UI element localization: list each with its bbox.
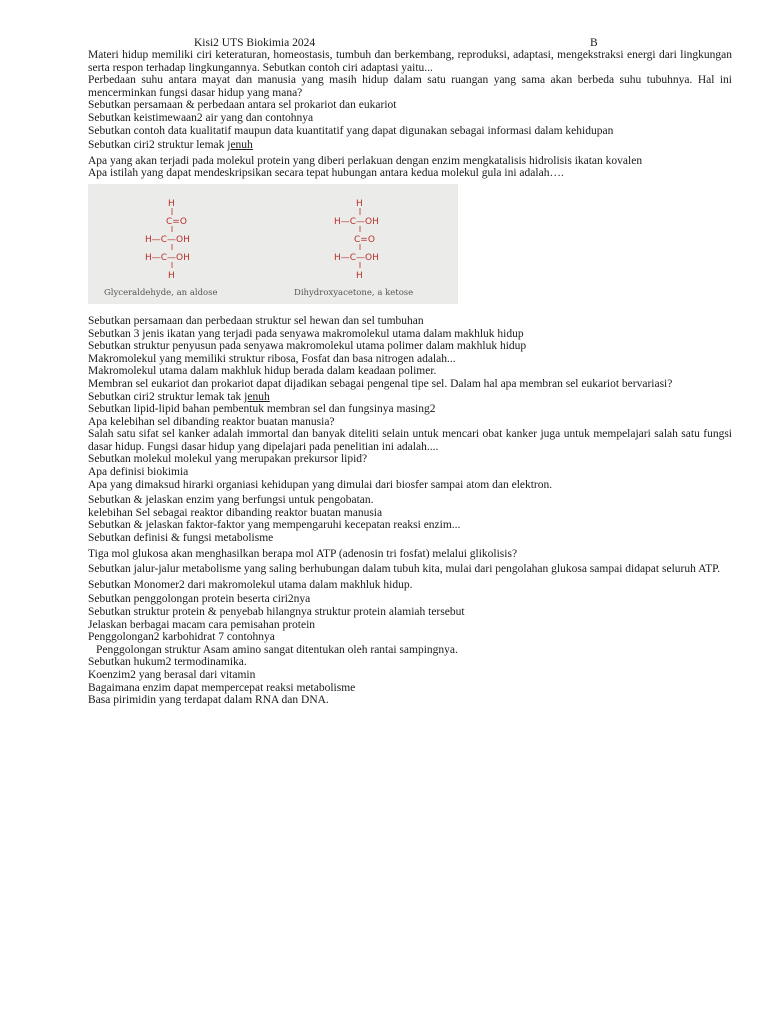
question-20: Apa definisi biokimia bbox=[88, 466, 189, 479]
question-21: Apa yang dimaksud hirarki organiasi kehidupan yang dimulai dari biosfer sampai atom dan elektron. bbox=[88, 478, 553, 491]
question-15-underlined: jenuh bbox=[244, 390, 270, 403]
question-14: Membran sel eukariot dan prokariot dapat dijadikan sebagai pengenal tipe sel. Dalam hal apa membran sel eukariot bervariasi? bbox=[88, 377, 673, 390]
question-6-underlined: jenuh bbox=[227, 139, 253, 152]
question-22: Sebutkan & jelaskan enzim yang berfungsi untuk pengobatan. bbox=[88, 494, 374, 507]
ketose-row-5: H bbox=[356, 270, 363, 281]
question-16: Sebutkan lipid-lipid bahan pembentuk membran sel dan fungsinya masing2 bbox=[88, 403, 436, 416]
question-8: Apa istilah yang dapat mendeskripsikan secara tepat hubungan antara kedua molekul gula ini adalah…. bbox=[88, 167, 564, 180]
dihydroxyacetone-structure bbox=[294, 199, 413, 298]
aldose-row-3: H—C—OH bbox=[145, 234, 190, 245]
question-6 bbox=[88, 139, 732, 152]
question-29: Sebutkan penggolongan protein beserta ciri2nya bbox=[88, 593, 311, 606]
question-34: Sebutkan hukum2 termodinamika. bbox=[88, 656, 247, 669]
ketose-row-4: H—C—OH bbox=[334, 252, 379, 263]
document-header bbox=[88, 36, 732, 50]
aldose-caption: Glyceraldehyde, an aldose bbox=[104, 287, 218, 298]
question-9: Sebutkan persamaan dan perbedaan struktur sel hewan dan sel tumbuhan bbox=[88, 314, 424, 327]
question-13: Makromolekul utama dalam makhluk hidup berada dalam keadaan polimer. bbox=[88, 365, 437, 378]
question-25: Sebutkan definisi & fungsi metabolisme bbox=[88, 532, 274, 545]
question-3: Sebutkan persamaan & perbedaan antara sel prokariot dan eukariot bbox=[88, 99, 397, 112]
question-2: Perbedaan suhu antara mayat dan manusia yang masih hidup dalam satu ruangan yang sama akan berbeda suhu tubuhnya. Hal ini mencerminkan fungsi dasar hidup yang mana? bbox=[88, 74, 732, 99]
question-19: Sebutkan molekul molekul yang merupakan prekursor lipid? bbox=[88, 453, 368, 466]
ketose-row-1: H bbox=[356, 198, 363, 209]
question-6-text: Sebutkan ciri2 struktur lemak bbox=[88, 139, 228, 152]
question-10: Sebutkan 3 jenis ikatan yang terjadi pada senyawa makromolekul utama dalam makhluk hidup bbox=[88, 327, 524, 340]
question-17: Apa kelebihan sel dibanding reaktor buatan manusia? bbox=[88, 415, 335, 428]
question-23: kelebihan Sel sebagai reaktor dibanding reaktor buatan manusia bbox=[88, 506, 383, 519]
ketose-caption: Dihydroxyacetone, a ketose bbox=[294, 287, 414, 298]
question-32: Penggolongan2 karbohidrat 7 contohnya bbox=[88, 631, 275, 644]
question-33: Penggolongan struktur Asam amino sangat ditentukan oleh rantai sampingnya. bbox=[96, 643, 458, 656]
question-37: Basa pirimidin yang terdapat dalam RNA dan DNA. bbox=[88, 694, 329, 707]
question-15 bbox=[88, 391, 732, 404]
question-4: Sebutkan keistimewaan2 air yang dan contohnya bbox=[88, 111, 314, 124]
question-11: Sebutkan struktur penyusun pada senyawa makromolekul utama polimer dalam makhluk hidup bbox=[88, 340, 527, 353]
ketose-row-2: H—C—OH bbox=[334, 216, 379, 227]
question-7: Apa yang akan terjadi pada molekul protein yang diberi perlakuan dengan enzim mengkatalisis hidrolisis ikatan kovalen bbox=[88, 154, 643, 167]
exam-code: B bbox=[590, 37, 598, 49]
question-1: Materi hidup memiliki ciri keteraturan, homeostasis, tumbuh dan berkembang, reproduksi, adaptasi, mengekstraksi energi dari lingkungan serta respon terhadap lingkungannya. Sebutkan contoh ciri adaptasi yaitu... bbox=[88, 49, 732, 74]
question-30: Sebutkan struktur protein & penyebab hilangnya struktur protein alamiah tersebut bbox=[88, 606, 465, 618]
question-27: Sebutkan jalur-jalur metabolisme yang saling berhubungan dalam tubuh kita, mulai dari pengolahan glukosa sampai didapat seluruh ATP. bbox=[88, 563, 721, 576]
aldose-row-4: H—C—OH bbox=[145, 252, 190, 263]
question-31: Jelaskan berbagai macam cara pemisahan protein bbox=[88, 618, 316, 631]
glyceraldehyde-structure bbox=[104, 199, 218, 298]
aldose-row-5: H bbox=[168, 270, 175, 281]
question-35: Koenzim2 yang berasal dari vitamin bbox=[88, 668, 256, 681]
aldose-row-1: H bbox=[168, 198, 175, 209]
question-36: Bagaimana enzim dapat mempercepat reaksi metabolisme bbox=[88, 681, 356, 694]
question-5: Sebutkan contoh data kualitatif maupun data kuantitatif yang dapat digunakan sebagai informasi dalam kehidupan bbox=[88, 124, 614, 137]
question-12: Makromolekul yang memiliki struktur ribosa, Fosfat dan basa nitrogen adalah... bbox=[88, 352, 456, 365]
question-list bbox=[88, 49, 732, 707]
question-26: Tiga mol glukosa akan menghasilkan berapa mol ATP (adenosin tri fosfat) melalui glikolisis? bbox=[88, 547, 518, 560]
sugar-structures-figure bbox=[88, 184, 458, 304]
sugar-structures-diagram bbox=[88, 184, 458, 304]
question-28: Sebutkan Monomer2 dari makromolekul utama dalam makhluk hidup. bbox=[88, 578, 413, 591]
aldose-row-2: C=O bbox=[166, 216, 187, 227]
question-15-text: Sebutkan ciri2 struktur lemak tak bbox=[88, 390, 245, 403]
question-24: Sebutkan & jelaskan faktor-faktor yang mempengaruhi kecepatan reaksi enzim... bbox=[88, 519, 461, 532]
document-title: Kisi2 UTS Biokimia 2024 bbox=[194, 37, 316, 49]
question-18: Salah satu sifat sel kanker adalah immortal dan banyak diteliti selain untuk mencari obat kanker juga untuk mempelajari salah satu fungsi dasar hidup. Fungsi dasar hidup yang dipelajari pada penelitian ini adalah.... bbox=[88, 428, 732, 453]
ketose-row-3: C=O bbox=[354, 234, 375, 245]
